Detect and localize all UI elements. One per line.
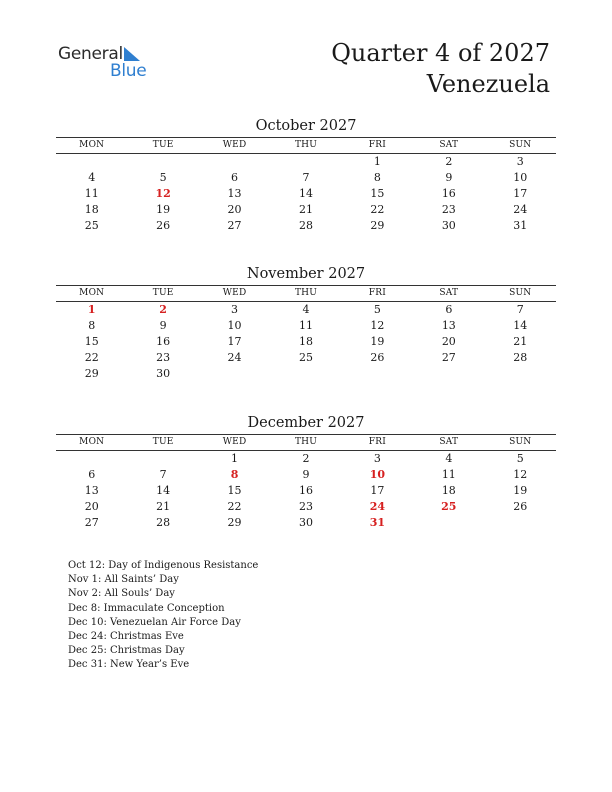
week-row bbox=[56, 334, 556, 350]
day-cell: 5 bbox=[159, 171, 167, 184]
month-calendar-november bbox=[56, 264, 556, 382]
day-cell: 22 bbox=[84, 351, 99, 364]
day-cell: 14 bbox=[156, 484, 171, 497]
day-cell: 29 bbox=[84, 367, 99, 380]
day-cell: 25 bbox=[298, 351, 313, 364]
empty-day-cell bbox=[56, 154, 127, 170]
weekday-label: MON bbox=[79, 288, 105, 298]
weekday-label: WED bbox=[222, 437, 247, 447]
logo-text-general: General bbox=[58, 44, 123, 64]
weekday-label: WED bbox=[222, 140, 247, 150]
day-cell: 23 bbox=[441, 203, 456, 216]
day-cell: 18 bbox=[441, 484, 456, 497]
day-cell: 27 bbox=[84, 516, 99, 529]
day-cell: 26 bbox=[370, 351, 385, 364]
week-row bbox=[56, 202, 556, 218]
holiday-list-item: Dec 10: Venezuelan Air Force Day bbox=[68, 616, 241, 628]
holiday-list-item: Dec 31: New Year’s Eve bbox=[68, 659, 190, 671]
day-cell: 26 bbox=[513, 500, 528, 513]
day-cell: 16 bbox=[441, 187, 456, 200]
weekday-label: FRI bbox=[368, 140, 386, 150]
day-cell: 13 bbox=[84, 484, 99, 497]
day-cell: 21 bbox=[156, 500, 171, 513]
day-cell: 26 bbox=[156, 219, 171, 232]
day-cell: 22 bbox=[370, 203, 385, 216]
day-cell: 7 bbox=[159, 468, 167, 481]
day-cell: 14 bbox=[298, 187, 313, 200]
week-row bbox=[56, 451, 556, 467]
day-cell: 17 bbox=[370, 484, 385, 497]
day-cell: 30 bbox=[441, 219, 456, 232]
weekday-label: WED bbox=[222, 288, 247, 298]
day-cell: 4 bbox=[302, 303, 310, 316]
day-cell: 21 bbox=[513, 335, 528, 348]
day-cell: 16 bbox=[156, 335, 171, 348]
day-cell: 20 bbox=[227, 203, 242, 216]
weekday-label: SUN bbox=[509, 437, 532, 447]
week-row bbox=[56, 515, 556, 531]
holiday-day-cell: 1 bbox=[87, 303, 96, 316]
weekday-header-row bbox=[56, 435, 556, 451]
day-cell: 9 bbox=[159, 319, 167, 332]
day-cell: 3 bbox=[231, 303, 239, 316]
empty-day-cell bbox=[270, 366, 341, 382]
day-cell: 27 bbox=[441, 351, 456, 364]
day-cell: 25 bbox=[84, 219, 99, 232]
day-cell: 2 bbox=[445, 155, 453, 168]
day-cell: 8 bbox=[88, 319, 96, 332]
calendar-grid bbox=[56, 285, 556, 382]
weekday-label: SUN bbox=[509, 140, 532, 150]
holiday-day-cell: 31 bbox=[369, 516, 386, 529]
empty-day-cell bbox=[485, 515, 556, 531]
day-cell: 12 bbox=[370, 319, 385, 332]
day-cell: 2 bbox=[302, 452, 310, 465]
weekday-label: TUE bbox=[152, 437, 174, 447]
day-cell: 4 bbox=[445, 452, 453, 465]
generalblue-logo bbox=[58, 44, 158, 80]
calendar-grid bbox=[56, 434, 556, 531]
empty-day-cell bbox=[199, 154, 270, 170]
week-row bbox=[56, 218, 556, 234]
holiday-list-item: Oct 12: Day of Indigenous Resistance bbox=[68, 560, 259, 571]
day-cell: 28 bbox=[156, 516, 171, 529]
holiday-day-cell: 25 bbox=[441, 500, 457, 513]
month-calendar-october bbox=[56, 116, 556, 234]
weekday-label: SAT bbox=[439, 288, 459, 298]
day-cell: 12 bbox=[513, 468, 528, 481]
weekday-label: TUE bbox=[152, 140, 174, 150]
week-row bbox=[56, 366, 556, 382]
empty-day-cell bbox=[413, 515, 484, 531]
day-cell: 4 bbox=[88, 171, 96, 184]
day-cell: 30 bbox=[156, 367, 171, 380]
day-cell: 16 bbox=[298, 484, 313, 497]
holiday-list-item: Nov 1: All Saints’ Day bbox=[68, 574, 179, 586]
holiday-list-item: Nov 2: All Souls’ Day bbox=[68, 588, 175, 600]
weekday-header-row bbox=[56, 138, 556, 154]
month-title: November 2027 bbox=[246, 266, 366, 282]
day-cell: 19 bbox=[156, 203, 171, 216]
title-country: Venezuela bbox=[426, 70, 550, 98]
day-cell: 22 bbox=[227, 500, 242, 513]
empty-day-cell bbox=[199, 366, 270, 382]
weekday-label: SAT bbox=[439, 437, 459, 447]
page-title bbox=[331, 38, 550, 100]
empty-day-cell bbox=[270, 154, 341, 170]
week-row bbox=[56, 350, 556, 366]
weekday-label: FRI bbox=[368, 288, 386, 298]
day-cell: 19 bbox=[513, 484, 528, 497]
weekday-header-row bbox=[56, 286, 556, 302]
day-cell: 13 bbox=[227, 187, 242, 200]
day-cell: 5 bbox=[516, 452, 524, 465]
day-cell: 6 bbox=[445, 303, 453, 316]
day-cell: 23 bbox=[156, 351, 171, 364]
weekday-label: THU bbox=[294, 437, 317, 447]
month-title: October 2027 bbox=[255, 118, 357, 134]
day-cell: 15 bbox=[227, 484, 242, 497]
day-cell: 20 bbox=[84, 500, 99, 513]
empty-day-cell bbox=[413, 366, 484, 382]
empty-day-cell bbox=[127, 451, 198, 467]
weekday-label: THU bbox=[294, 140, 317, 150]
weekday-label: TUE bbox=[152, 288, 174, 298]
empty-day-cell bbox=[56, 451, 127, 467]
holiday-day-cell: 24 bbox=[369, 500, 386, 513]
calendar-grid bbox=[56, 137, 556, 234]
day-cell: 24 bbox=[227, 351, 242, 364]
day-cell: 11 bbox=[441, 468, 456, 481]
day-cell: 10 bbox=[513, 171, 528, 184]
empty-day-cell bbox=[342, 366, 413, 382]
holiday-list-item: Dec 24: Christmas Eve bbox=[68, 631, 184, 643]
day-cell: 18 bbox=[298, 335, 313, 348]
empty-day-cell bbox=[127, 154, 198, 170]
logo-text-blue: Blue bbox=[110, 61, 147, 81]
day-cell: 19 bbox=[370, 335, 385, 348]
day-cell: 11 bbox=[298, 319, 313, 332]
day-cell: 29 bbox=[370, 219, 385, 232]
month-calendar-december bbox=[56, 413, 556, 531]
day-cell: 3 bbox=[516, 155, 524, 168]
day-cell: 30 bbox=[298, 516, 313, 529]
day-cell: 6 bbox=[231, 171, 239, 184]
weekday-label: MON bbox=[79, 140, 105, 150]
holiday-day-cell: 12 bbox=[155, 187, 171, 200]
holiday-list-item: Dec 8: Immaculate Conception bbox=[68, 602, 225, 614]
holiday-day-cell: 8 bbox=[230, 468, 239, 481]
day-cell: 7 bbox=[516, 303, 524, 316]
day-cell: 31 bbox=[513, 219, 528, 232]
title-quarter: Quarter 4 of 2027 bbox=[331, 39, 550, 67]
holiday-day-cell: 2 bbox=[159, 303, 167, 316]
week-row bbox=[56, 483, 556, 499]
day-cell: 9 bbox=[445, 171, 453, 184]
week-row bbox=[56, 170, 556, 186]
day-cell: 28 bbox=[513, 351, 528, 364]
day-cell: 11 bbox=[84, 187, 99, 200]
day-cell: 15 bbox=[370, 187, 385, 200]
day-cell: 28 bbox=[298, 219, 313, 232]
day-cell: 17 bbox=[513, 187, 528, 200]
week-row bbox=[56, 186, 556, 202]
day-cell: 18 bbox=[84, 203, 99, 216]
weekday-label: MON bbox=[79, 437, 105, 447]
day-cell: 1 bbox=[231, 452, 239, 465]
day-cell: 5 bbox=[373, 303, 381, 316]
weekday-label: THU bbox=[294, 288, 317, 298]
day-cell: 17 bbox=[227, 335, 242, 348]
day-cell: 23 bbox=[298, 500, 313, 513]
holiday-list bbox=[68, 559, 258, 673]
day-cell: 24 bbox=[513, 203, 528, 216]
weekday-label: SUN bbox=[509, 288, 532, 298]
day-cell: 10 bbox=[227, 319, 242, 332]
day-cell: 3 bbox=[373, 452, 381, 465]
week-row bbox=[56, 318, 556, 334]
day-cell: 7 bbox=[302, 171, 310, 184]
day-cell: 6 bbox=[88, 468, 96, 481]
weekday-label: SAT bbox=[439, 140, 459, 150]
day-cell: 8 bbox=[373, 171, 381, 184]
day-cell: 21 bbox=[298, 203, 313, 216]
week-row bbox=[56, 467, 556, 483]
holiday-list-item: Dec 25: Christmas Day bbox=[68, 645, 185, 657]
week-row bbox=[56, 302, 556, 318]
day-cell: 1 bbox=[373, 155, 381, 168]
month-title: December 2027 bbox=[247, 415, 365, 431]
day-cell: 9 bbox=[302, 468, 310, 481]
weekday-label: FRI bbox=[368, 437, 386, 447]
week-row bbox=[56, 499, 556, 515]
day-cell: 27 bbox=[227, 219, 242, 232]
empty-day-cell bbox=[485, 366, 556, 382]
day-cell: 13 bbox=[441, 319, 456, 332]
day-cell: 15 bbox=[84, 335, 99, 348]
day-cell: 29 bbox=[227, 516, 242, 529]
week-row bbox=[56, 154, 556, 170]
holiday-day-cell: 10 bbox=[369, 468, 386, 481]
logo-triangle-icon bbox=[124, 47, 140, 61]
day-cell: 14 bbox=[513, 319, 528, 332]
day-cell: 20 bbox=[441, 335, 456, 348]
